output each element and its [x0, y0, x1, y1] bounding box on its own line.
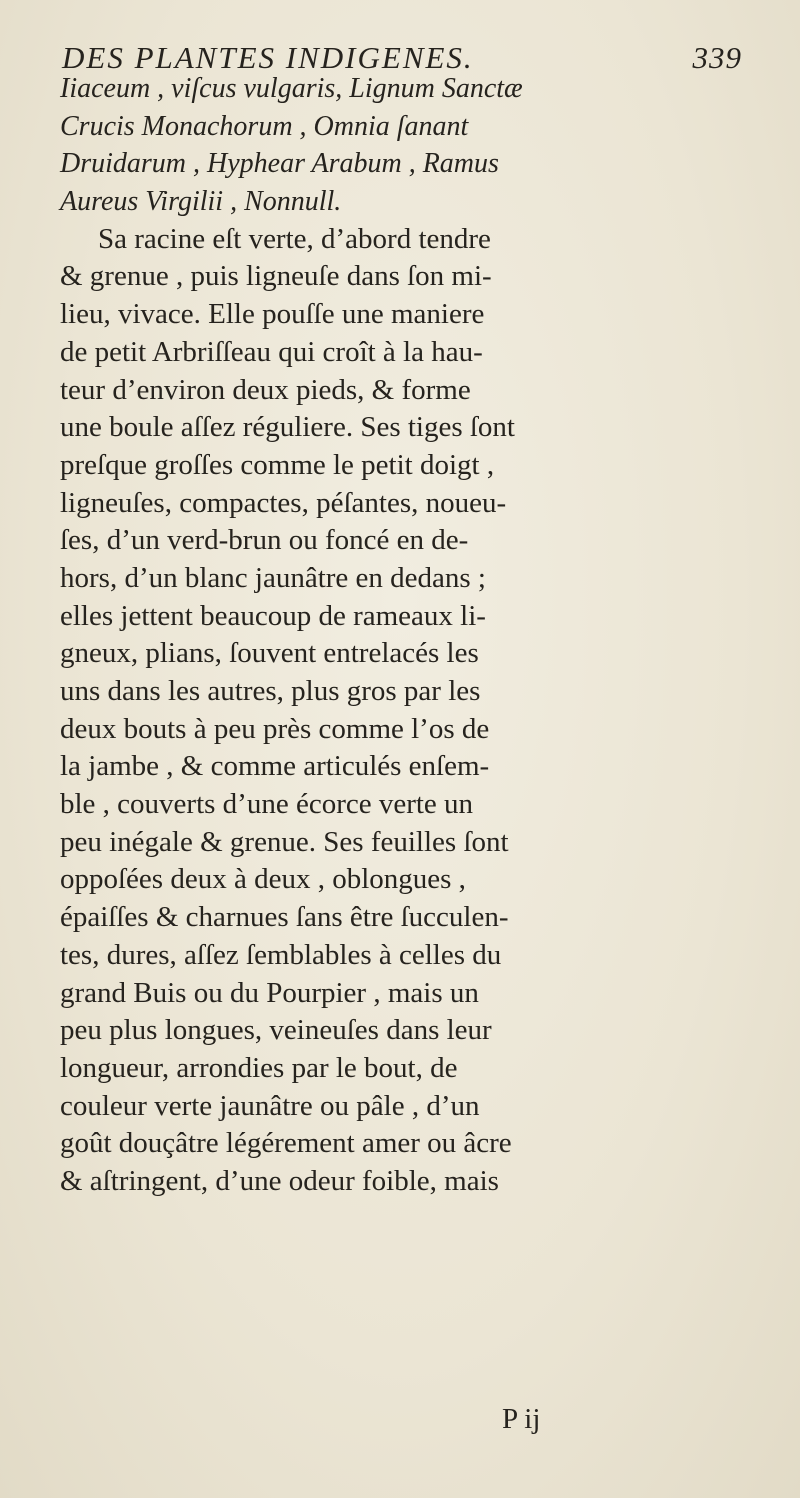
body-text [60, 70, 750, 1201]
text-line: de petit Arbriſſeau qui croît à la hau- [60, 335, 483, 368]
text-line: uns dans les autres, plus gros par les [60, 675, 481, 707]
text-line: Druidarum , Hyphear Arabum , Ramus [60, 148, 499, 180]
text-line: longueur, arrondies par le bout, de [60, 1051, 458, 1084]
text-line: une boule aſſez réguliere. Ses tiges ſont [60, 411, 515, 444]
text-line: tes, dures, aſſez ſemblables à celles du [60, 938, 502, 971]
text-line: ble , couverts d’une écorce verte un [60, 788, 474, 821]
text-line: preſque groſſes comme le petit doigt , [60, 448, 495, 481]
text-line: hors, d’un blanc jaunâtre en dedans ; [60, 561, 486, 594]
text-line: elles jettent beaucoup de rameaux li- [60, 599, 486, 632]
text-line: & grenue , puis ligneuſe dans ſon mi- [60, 260, 492, 293]
text-line: teur d’environ deux pieds, & forme [60, 373, 471, 406]
text-line: peu inégale & grenue. Ses feuilles ſont [60, 825, 509, 858]
text-line: grand Buis ou du Pourpier , mais un [60, 976, 479, 1009]
running-title: DES PLANTES INDIGENES. [62, 40, 474, 75]
text-line: oppoſées deux à deux , oblongues , [60, 863, 466, 896]
page-number: 339 [692, 40, 742, 75]
text-line: goût douçâtre légérement amer ou âcre [60, 1127, 512, 1160]
text-line: Crucis Monachorum , Omnia ſanant [60, 110, 469, 142]
signature-mark: P ij [502, 1403, 541, 1435]
text-line: épaiſſes & charnues ſans être ſucculen- [60, 901, 509, 934]
text-line: lieu, vivace. Elle pouſſe une maniere [60, 298, 485, 331]
text-line: Iiaceum , viſcus vulgaris, Lignum Sanctæ [60, 73, 523, 104]
text-line: ſes, d’un verd-brun ou foncé en de- [60, 524, 469, 557]
text-line: la jambe , & comme articulés enſem- [60, 750, 490, 783]
text-line: Sa racine eſt verte, d’abord tendre [98, 222, 491, 255]
text-line: gneux, plians, ſouvent entrelacés les [60, 637, 479, 670]
text-line: & aſtringent, d’une odeur foible, mais [60, 1164, 499, 1197]
text-line: deux bouts à peu près comme l’os de [60, 712, 490, 745]
text-line: peu plus longues, veineuſes dans leur [60, 1014, 492, 1047]
text-line: couleur verte jaunâtre ou pâle , d’un [60, 1089, 480, 1122]
text-line: Aureus Virgilii , Nonnull. [60, 186, 342, 218]
text-line: ligneuſes, compactes, péſantes, noueu- [60, 486, 507, 519]
